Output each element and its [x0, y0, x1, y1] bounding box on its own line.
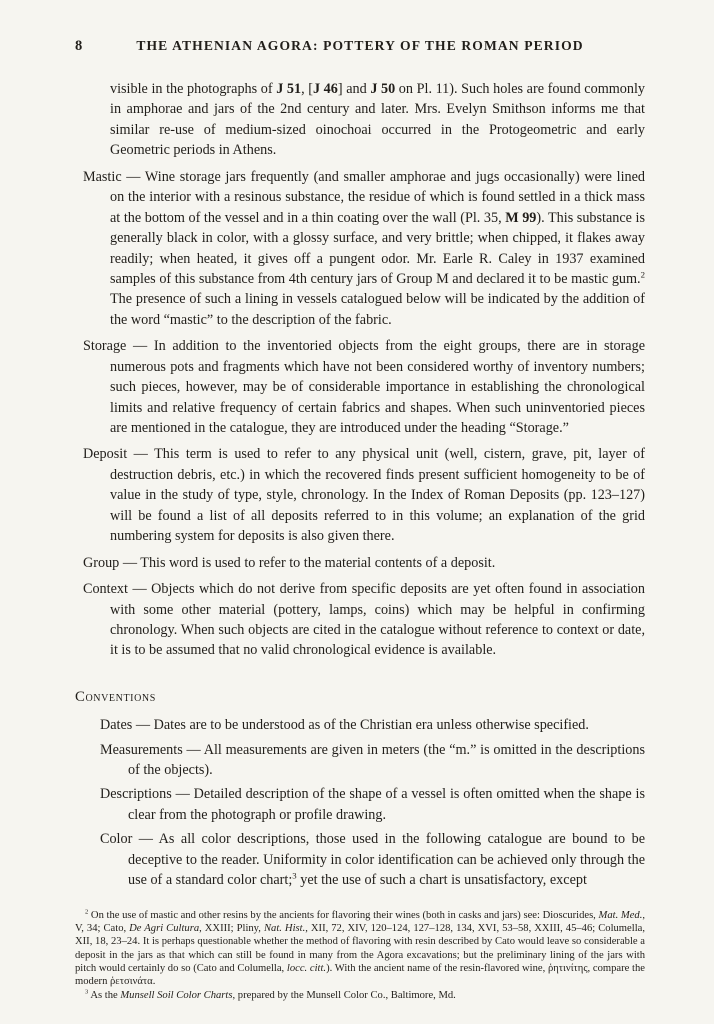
- entry-text: — This word is used to refer to the material contents of a deposit.: [119, 554, 496, 571]
- convention-text: — As all color descriptions, those used in the following catalogue are bound to be deceptive to the reader. Uniformity in color identification can be achieved only through the use of a standard color chart;$^3$ yet the use of such a chart is unsatisfactory, except: [128, 831, 645, 889]
- page-number: 8: [75, 38, 83, 54]
- footnotes: [75, 895, 645, 1002]
- convention-term: Color: [100, 831, 133, 848]
- entry-storage: [75, 336, 645, 438]
- entry-context: [75, 579, 645, 661]
- convention-color: [75, 829, 645, 890]
- entry-mastic: [75, 167, 645, 331]
- convention-term: Descriptions: [100, 786, 172, 803]
- footnote-3: $^3$ As the Munsell Soil Color Charts, prepared by the Munsell Color Co., Baltimore, Md.: [85, 988, 456, 1001]
- entry-term: Group: [83, 554, 120, 571]
- running-title: THE ATHENIAN AGORA: POTTERY OF THE ROMAN PERIOD: [136, 38, 584, 53]
- convention-term: Dates: [100, 717, 133, 734]
- convention-text: — Dates are to be understood as of the Christian era unless otherwise specified.: [132, 717, 589, 734]
- entry-term: Mastic: [83, 168, 122, 185]
- paragraph-continuation: visible in the photographs of J 51, [J 46] and J 50 on Pl. 11). Such holes are found commonly in amphorae and jars of the 2nd century and later. Mrs. Evelyn Smithson informs me that similar re-use of medium-sized oinochoai occurred in the Protogeometric and early Geometric periods in Athens.: [110, 81, 645, 159]
- entry-text: — In addition to the inventoried objects from the eight groups, there are in storage numerous pots and fragments which have not been considered worthy of inventory numbers; such pieces, however, may be of considerable importance in establishing the chronological limits and relative frequency of certain fabrics and shapes. When such uninventoried pieces are mentioned in the catalogue, they are introduced under the heading “Storage.”: [110, 338, 645, 436]
- entry-group: [75, 553, 645, 573]
- convention-text: — Detailed description of the shape of a vessel is often omitted when the shape is clear from the photograph or profile drawing.: [128, 786, 645, 823]
- entry-text: — This term is used to refer to any physical unit (well, cistern, grave, pit, layer of destruction debris, etc.) in which the recovered finds present sufficient homogeneity to be of value in the study of type, style, chronology. In the Index of Roman Deposits (pp. 123–127) will be found a list of all deposits referred to in this volume; an explanation of the grid numbering system for deposits is also given there.: [110, 446, 645, 545]
- entry-text: — Wine storage jars frequently (and smaller amphorae and jugs occasionally) were lined on the interior with a resinous substance, the residue of which is found settled in a thick mass at the bottom of the vessel and in a thin coating over the wall (Pl. 35, M 99). This substance is generally black in color, with a glossy surface, and very brittle; when chipped, it flakes away readily; when heated, it gives off a pungent odor. Mr. Earle R. Caley in 1937 examined samples of this substance from 4th century jars of Group M and declared it to be mastic gum.$^2$ The presence of such a lining in vessels catalogued below will be indicated by the addition of the word “mastic” to the description of the fabric.: [110, 168, 645, 328]
- entry-term: Deposit: [83, 446, 128, 463]
- entry-term: Storage: [83, 338, 127, 355]
- footnote-2: $^2$ On the use of mastic and other resins by the ancients for flavoring their wines (both in casks and jars) see: Dioscurides, Mat. Med., V, 34; Cato, De Agri Cultura, XXIII; Pliny, Nat. Hist., XII, 72, XIV, 120–124, 127–128, 134, XVI, 53–58, XXIII, 45–46; Columella, XII, 18, 23–24. It is perhaps questionable whether the method of flavoring with resin described by Cato would leave so considerable a deposit in the jars as that which can still be found in many from the Agora excavations; but the preliminary lining of the jars with pitch would certainly do so (Cato and Columella, locc. citt.). With the ancient name of the resin-flavored wine, ῥητινίτης, compare the modern ῥετσινάτα.: [75, 908, 645, 988]
- entry-deposit: [75, 444, 645, 546]
- entry-text: — Objects which do not derive from specific deposits are yet often found in association with some other material (pottery, lamps, coins) which may be helpful in confirming chronology. When such objects are cited in the catalogue without reference to context or date, it is to be assumed that no valid chronological evidence is available.: [110, 581, 645, 659]
- entry-term: Context: [83, 581, 128, 598]
- text-block: [75, 79, 645, 1002]
- convention-descriptions: [75, 784, 645, 825]
- convention-dates: [75, 715, 645, 735]
- section-heading-conventions: Conventions: [75, 688, 156, 705]
- convention-term: Measurements: [100, 741, 183, 758]
- running-header: [75, 36, 645, 54]
- convention-text: — All measurements are given in meters (the “m.” is omitted in the descriptions of the objects).: [128, 741, 645, 778]
- convention-measurements: [75, 740, 645, 781]
